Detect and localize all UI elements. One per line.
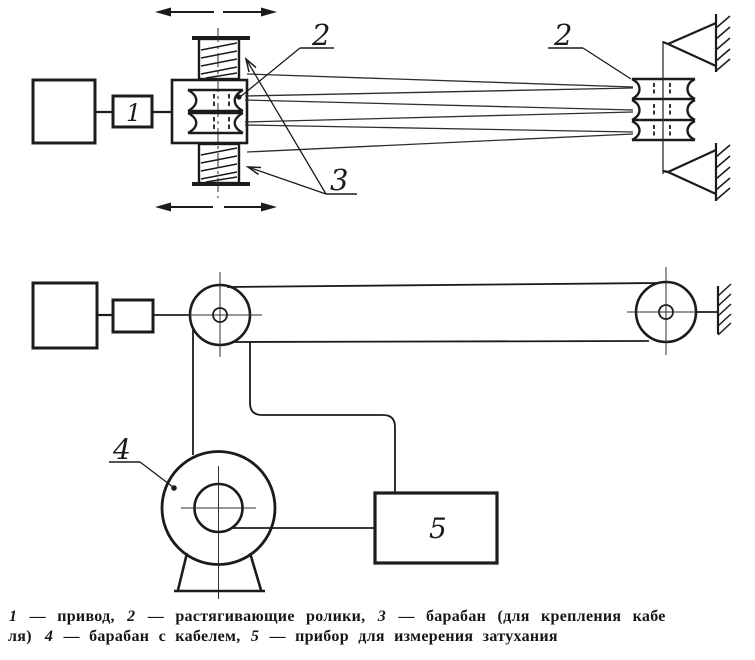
oscillation-arrow-bottom	[155, 203, 277, 212]
caption-line-1: 1 — привод, 2 — растягивающие ролики, 3 — барабан (для крепления кабе	[9, 608, 666, 625]
wall-hatching-bottom	[716, 145, 730, 200]
upper-drum-thread-hatching	[201, 43, 237, 78]
belt-lines	[227, 283, 656, 342]
wall-hatching-right	[718, 284, 731, 335]
right-roller-groove-marks	[654, 83, 670, 137]
lower-drum-thread-hatching	[201, 148, 237, 182]
lower-fixing-drum	[192, 144, 250, 184]
caption-line-2: ля) 4 — барабан с кабелем, 5 — прибор для измерения затухания	[8, 628, 558, 645]
callout-2-left	[236, 18, 334, 100]
callout-4	[109, 433, 177, 491]
drive-unit-box-1	[113, 96, 172, 127]
label-4: 4	[113, 433, 131, 466]
bottom-diagram	[33, 267, 731, 599]
drum-stand	[174, 553, 265, 591]
oscillation-arrow-top	[155, 8, 277, 17]
label-2-left: 2	[312, 18, 331, 52]
cable-drum-4	[162, 452, 275, 600]
callout-3	[246, 59, 357, 197]
tension-rollers-left	[188, 90, 243, 133]
caption-num-1: 1	[9, 608, 18, 625]
wall-support-right	[696, 284, 731, 335]
cable-to-instrument	[250, 341, 395, 492]
drive-motor-box-top	[33, 80, 113, 143]
caption	[8, 607, 753, 647]
wall-support-bottom	[663, 143, 730, 201]
cable-lines	[245, 74, 633, 152]
tension-rollers-right	[632, 41, 695, 174]
top-diagram	[33, 8, 730, 212]
callout-2-right	[548, 18, 631, 79]
caption-num-5: 5	[250, 628, 260, 645]
label-1: 1	[126, 99, 142, 127]
caption-num-2: 2	[127, 608, 136, 625]
wall-hatching-top	[716, 16, 730, 71]
instrument-box-5	[375, 493, 497, 563]
label-3: 3	[330, 163, 349, 197]
drive-motor-box-bottom	[33, 283, 113, 348]
caption-num-3: 3	[377, 608, 387, 625]
wall-support-top	[663, 14, 730, 72]
caption-num-4: 4	[44, 628, 54, 645]
upper-fixing-drum	[192, 38, 250, 79]
label-2-right: 2	[554, 18, 573, 52]
coupling-box	[113, 300, 190, 332]
label-5: 5	[429, 512, 447, 545]
